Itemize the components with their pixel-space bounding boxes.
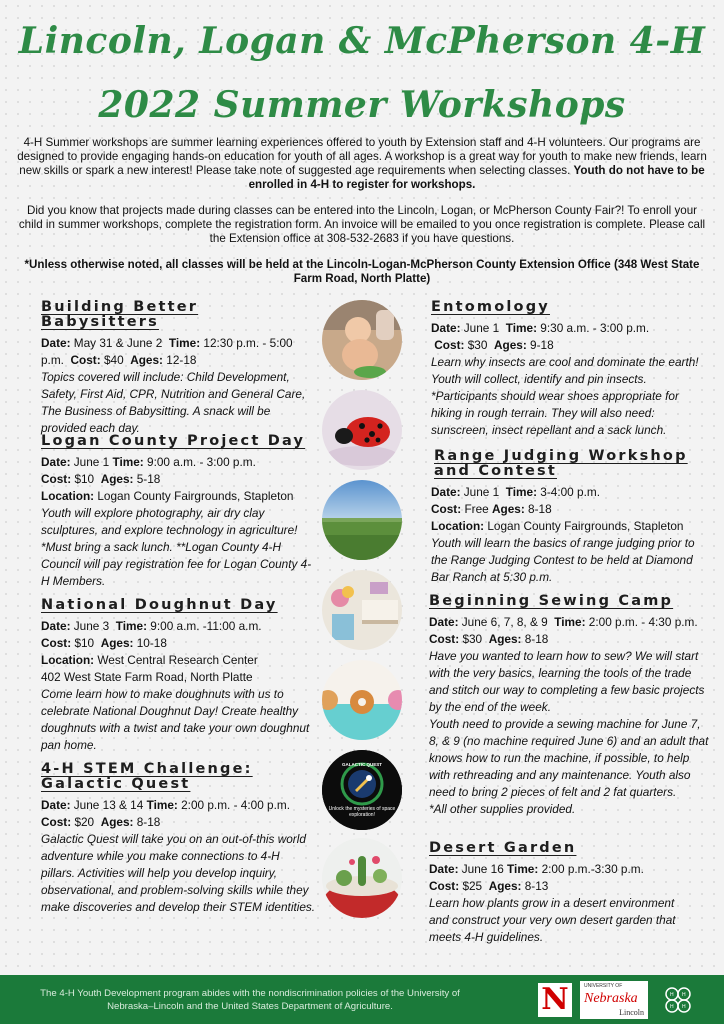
date-label: Date: bbox=[41, 336, 71, 350]
time-value: 2:00 p.m.-3:30 p.m. bbox=[541, 862, 644, 876]
date-label: Date: bbox=[429, 615, 459, 629]
date-value: June 1 bbox=[463, 485, 500, 499]
cost-value: $10 bbox=[74, 636, 95, 650]
workshop-desert-garden bbox=[429, 841, 697, 946]
doughnut-photo bbox=[322, 660, 402, 740]
date-value: June 16 bbox=[461, 862, 504, 876]
cost-label: Cost: bbox=[434, 338, 465, 352]
title-line-2: 2022 Summer Workshops bbox=[98, 84, 626, 126]
date-label: Date: bbox=[431, 485, 461, 499]
location-value: Logan County Fairgrounds, Stapleton bbox=[97, 489, 294, 503]
ages-value: 8-18 bbox=[136, 815, 161, 829]
galactic-quest-title: GALACTIC QUEST bbox=[342, 762, 382, 767]
cost-label: Cost: bbox=[431, 502, 462, 516]
ages-value: 10-18 bbox=[136, 636, 167, 650]
sewing-room-photo bbox=[322, 570, 402, 650]
time-label: Time: bbox=[168, 336, 201, 350]
cost-value: $30 bbox=[462, 632, 483, 646]
date-value: May 31 & June 2 bbox=[73, 336, 163, 350]
ages-value: 8-13 bbox=[524, 879, 549, 893]
location-label: Location: bbox=[431, 519, 485, 533]
workshop-description: Youth will explore photography, air dry clay sculptures, and explore technology in agriculture! *Must bring a sack lunch. **Logan County 4-H Council will pay registration fee for Logan County 4-H Members. bbox=[41, 506, 312, 588]
cost-value: $30 bbox=[467, 338, 488, 352]
workshop-description: Youth will learn the basics of range judging prior to the Range Judging Contest to be held at Diamond Bar Ranch at 5:30 p.m. bbox=[431, 536, 695, 584]
time-value: 2:00 p.m. - 4:30 p.m. bbox=[588, 615, 698, 629]
cost-value: $25 bbox=[462, 879, 483, 893]
workshop-title-line-1: Range Judging Workshop bbox=[434, 448, 688, 464]
nondiscrimination-statement: The 4-H Youth Development program abides with the nondiscrimination policies of the University of Nebraska–Lincoln and the United States Department of Agriculture. bbox=[40, 988, 460, 1012]
cost-value: $40 bbox=[103, 353, 124, 367]
location-note: *Unless otherwise noted, all classes will be held at the Lincoln-Logan-McPherson County Extension Office (348 West State Farm Road, North Platte) bbox=[24, 258, 700, 285]
ages-label: Ages: bbox=[491, 502, 525, 516]
cost-value: $20 bbox=[74, 815, 95, 829]
4h-clover-icon bbox=[660, 983, 696, 1017]
location-label: Location: bbox=[41, 489, 95, 503]
time-label: Time: bbox=[112, 455, 144, 469]
cost-label: Cost: bbox=[429, 879, 460, 893]
baby-photo bbox=[322, 300, 402, 380]
workshop-title-line-2: and Contest bbox=[434, 463, 557, 479]
workshop-title: Logan County Project Day bbox=[41, 433, 306, 449]
nebraska-n-logo bbox=[538, 983, 572, 1017]
workshop-description: Learn why insects are cool and dominate the earth! Youth will collect, identify and pin insects. *Participants should wear shoes appropriate for hiking in rough terrain. They will also need: sunscreen, insect repellant and a sack lunch. bbox=[431, 355, 699, 437]
intro-bold-note: Youth do not have to be enrolled in 4-H to register for workshops. bbox=[248, 164, 705, 191]
workshop-title: Desert Garden bbox=[429, 840, 577, 856]
workshop-logan-project-day bbox=[41, 434, 317, 590]
date-value: June 3 bbox=[73, 619, 110, 633]
time-label: Time: bbox=[115, 619, 148, 633]
svg-text:H: H bbox=[670, 992, 674, 998]
date-value: June 1 bbox=[463, 321, 500, 335]
workshop-range-judging bbox=[431, 448, 702, 586]
lincoln-text: Lincoln bbox=[619, 1008, 644, 1017]
cost-label: Cost: bbox=[41, 472, 72, 486]
workshop-title: Entomology bbox=[431, 299, 550, 315]
workshop-title: Building Better Babysitters bbox=[41, 299, 199, 330]
location-label: Location: bbox=[41, 653, 95, 667]
workshop-stem-challenge bbox=[41, 762, 317, 916]
prairie-photo bbox=[322, 480, 402, 560]
nebraska-n-letter: N bbox=[541, 982, 569, 1017]
date-label: Date: bbox=[41, 798, 71, 812]
location-value: West Central Research Center bbox=[97, 653, 258, 667]
footer bbox=[0, 975, 724, 1024]
workshop-title bbox=[434, 449, 702, 479]
ages-value: 12-18 bbox=[166, 353, 197, 367]
workshop-description: Come learn how to make doughnuts with us to celebrate National Doughnut Day! Create healthy doughnuts with a twist and take your own doughnut pan home. bbox=[41, 687, 310, 752]
intro-paragraph-2: Did you know that projects made during classes can be entered into the Lincoln, Logan, or McPherson County Fair?! To enroll your child in summer workshops, complete the registration form. An invoice will be emailed to you once registration is complete. Please call the Extension office at 308-532-2683 if you have questions. bbox=[18, 204, 706, 245]
cost-label: Cost: bbox=[70, 353, 101, 367]
workshop-description: Learn how plants grow in a desert environment and construct your very own desert garden that meets 4-H guidelines. bbox=[429, 896, 676, 944]
svg-text:H: H bbox=[670, 1004, 674, 1010]
workshop-description: Topics covered will include: Child Development, Safety, First Aid, CPR, Nutrition and General Care, The Business of Babysitting. A snack will be provided each day. bbox=[41, 370, 306, 435]
time-label: Time: bbox=[505, 485, 538, 499]
cost-label: Cost: bbox=[429, 632, 460, 646]
ladybug-photo bbox=[322, 390, 402, 470]
date-label: Date: bbox=[429, 862, 459, 876]
intro-paragraph-1 bbox=[14, 136, 710, 192]
title-line-1: Lincoln, Logan & McPherson 4-H bbox=[18, 20, 706, 62]
university-of-nebraska-logo bbox=[580, 981, 648, 1019]
desert-garden-photo bbox=[322, 838, 402, 918]
ages-label: Ages: bbox=[100, 472, 134, 486]
workshop-description: Have you wanted to learn how to sew? We will start with the very basics, learning the tools of the trade and stitch our way to completing a few basic projects by the end of the week. bbox=[429, 649, 705, 714]
ages-label: Ages: bbox=[488, 632, 522, 646]
ages-value: 5-18 bbox=[136, 472, 161, 486]
university-of-text: UNIVERSITY OF bbox=[584, 983, 623, 989]
workshop-title-line-1: 4-H STEM Challenge: bbox=[41, 761, 253, 777]
time-value: 9:00 a.m. -11:00 a.m. bbox=[150, 619, 262, 633]
time-value: 2:00 p.m. - 4:00 p.m. bbox=[181, 798, 290, 812]
ages-label: Ages: bbox=[100, 636, 134, 650]
cost-value: $10 bbox=[74, 472, 95, 486]
workshop-description: Galactic Quest will take you on an out-of-this world adventure while you make connections to 4-H pillars. Activities will help you develop inquiry, observational, and problem-solving skills while they make discoveries and develop their STEM identities. bbox=[41, 832, 316, 914]
workshop-title bbox=[41, 762, 317, 792]
intro-text-1: 4-H Summer workshops are summer learning experiences offered to youth by Extension staff and 4-H volunteers. Our programs are designed to provide engaging hands-on education for youth of all ages. A workshop is a great way for youth to make new friends, learn new skills or spark a new interest! Please take note of suggested age requirements when selecting classes. bbox=[17, 136, 707, 177]
date-value: June 13 & 14 bbox=[73, 798, 144, 812]
workshop-title-line-2: Galactic Quest bbox=[41, 776, 191, 792]
workshop-doughnut-day bbox=[41, 598, 317, 754]
ages-value: 8-18 bbox=[524, 632, 549, 646]
time-value: 12:30 p.m. - 5:00 p.m. bbox=[41, 336, 293, 367]
svg-text:H: H bbox=[682, 992, 686, 998]
cost-label: Cost: bbox=[41, 815, 72, 829]
nebraska-text: Nebraska bbox=[584, 991, 638, 1006]
time-label: Time: bbox=[505, 321, 538, 335]
time-value: 3-4:00 p.m. bbox=[540, 485, 600, 499]
galactic-quest-logo bbox=[322, 750, 402, 830]
ages-label: Ages: bbox=[493, 338, 527, 352]
svg-text:H: H bbox=[682, 1004, 686, 1010]
date-label: Date: bbox=[41, 619, 71, 633]
ages-value: 9-18 bbox=[530, 338, 554, 352]
cost-value: Free bbox=[464, 502, 489, 516]
time-label: Time: bbox=[146, 798, 178, 812]
ages-label: Ages: bbox=[130, 353, 163, 367]
time-label: Time: bbox=[507, 862, 539, 876]
cost-label: Cost: bbox=[41, 636, 72, 650]
time-value: 9:00 a.m. - 3:00 p.m. bbox=[147, 455, 256, 469]
time-label: Time: bbox=[554, 615, 586, 629]
time-value: 9:30 a.m. - 3:00 p.m. bbox=[540, 321, 650, 335]
date-value: June 1 bbox=[73, 455, 110, 469]
date-value: June 6, 7, 8, & 9 bbox=[461, 615, 548, 629]
workshop-requirements: Youth need to provide a sewing machine for June 7, 8, & 9 (no machine required June 6) and an adult that knows how to run the machine, if possible, to help with rethreading and any maintenance. Youth also need to bring 2 pieces of felt and 2 fat quarters. bbox=[429, 717, 709, 799]
ages-label: Ages: bbox=[488, 879, 522, 893]
location-address: 402 West State Farm Road, North Platte bbox=[41, 670, 253, 684]
workshop-title: Beginning Sewing Camp bbox=[429, 593, 674, 609]
workshop-sewing-camp bbox=[429, 594, 709, 818]
location-value: Logan County Fairgrounds, Stapleton bbox=[487, 519, 684, 533]
date-label: Date: bbox=[431, 321, 461, 335]
workshop-title: National Doughnut Day bbox=[41, 597, 278, 613]
workshop-entomology bbox=[431, 300, 699, 439]
galactic-quest-tagline: Unlock the mysteries of space exploration! bbox=[328, 806, 396, 818]
ages-label: Ages: bbox=[100, 815, 134, 829]
date-label: Date: bbox=[41, 455, 71, 469]
workshop-babysitters bbox=[41, 300, 317, 437]
workshop-supplies-note: *All other supplies provided. bbox=[429, 802, 576, 816]
ages-value: 8-18 bbox=[528, 502, 552, 516]
